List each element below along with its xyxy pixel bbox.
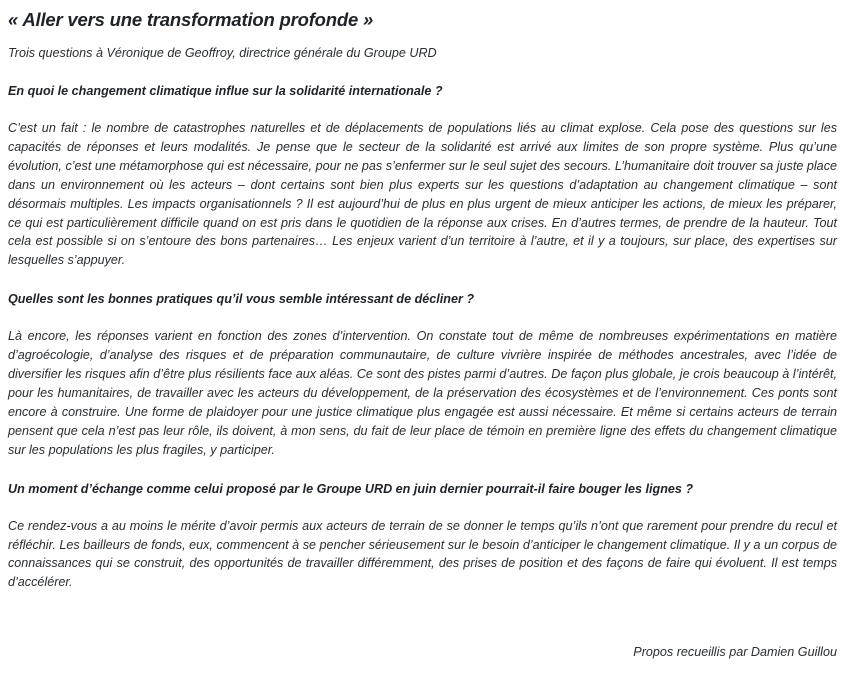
question-1: En quoi le changement climatique influe sur la solidarité internationale ? — [8, 84, 443, 98]
author-credit: Propos recueillis par Damien Guillou — [633, 644, 837, 659]
answer-3: Ce rendez-vous a au moins le mérite d’avoir permis aux acteurs de terrain de se donner le temps qu’ils n’ont que rarement pour prendre du recul et réfléchir. Les bailleurs de fonds, eux, commencent à se pencher sérieusement sur le besoin d’anticiper le changement climatique. Il y a un corpus de connaissances qui se construit, des opportunités de travailler différemment, des prises de position et des façons de faire qui évoluent. Il est temps d’accélérer. — [8, 518, 837, 590]
answer-2: Là encore, les réponses varient en fonction des zones d’intervention. On constate tout de même de nombreuses expérimentations en matière d’agroécologie, d’analyse des risques et de préparation communautaire, de culture vivrière inspirée de méthodes ancestrales, avec l’idée de diversifier les risques afin d’être plus résilients face aux aléas. Ce sont des pistes parmi d’autres. De façon plus globale, je crois beaucoup à l’intérêt, pour les humanitaires, de travailler avec les acteurs du développement, de la préservation des écosystèmes et de l’environnement. Ces ponts sont encore à construire. Une forme de plaidoyer pour une justice climatique plus engagée est aussi nécessaire. Et même si certains acteurs de terrain pensent que cela n’est pas leur rôle, ils doivent, à mon sens, du fait de leur place de témoin en première ligne des effets du changement climatique sur les populations les plus fragiles, y participer. — [8, 329, 837, 457]
question-2: Quelles sont les bonnes pratiques qu’il vous semble intéressant de décliner ? — [8, 292, 475, 307]
answer-1: C’est un fait : le nombre de catastrophes naturelles et de déplacements de populations liés au climat explose. Cela pose des questions sur les capacités de réponses et leurs modalités. Je pense que le secteur de la solidarité est arrivé aux limites de son propre système. Plus qu’une évolution, c’est une métamorphose qui est nécessaire, pour ne pas s’enfermer sur le seul sujet des secours. L’humanitaire doit trouver sa juste place dans un environnement où les acteurs – dont certains sont bien plus experts sur les questions d’adaptation au changement climatique – sont désormais multiples. Les impacts organisationnels ? Il est aujourd’hui de plus en plus urgent de mieux anticiper les actions, de mieux les préparer, ce qui est particulièrement difficile quand on est pris dans le quotidien de la réponse aux crises. En d’autres termes, de prendre de la hauteur. Tout cela est possible si on s’entoure des bons partenaires… Les enjeux varient d’un territoire à l’autre, et il y a toujours, sur place, des expertises sur lesquelles s’appuyer. — [8, 121, 837, 268]
article-subtitle: Trois questions à Véronique de Geoffroy, directrice générale du Groupe URD — [8, 46, 437, 60]
article-title: « Aller vers une transformation profonde » — [8, 9, 374, 30]
question-3: Un moment d’échange comme celui proposé par le Groupe URD en juin dernier pourrait-il faire bouger les lignes ? — [8, 481, 694, 496]
